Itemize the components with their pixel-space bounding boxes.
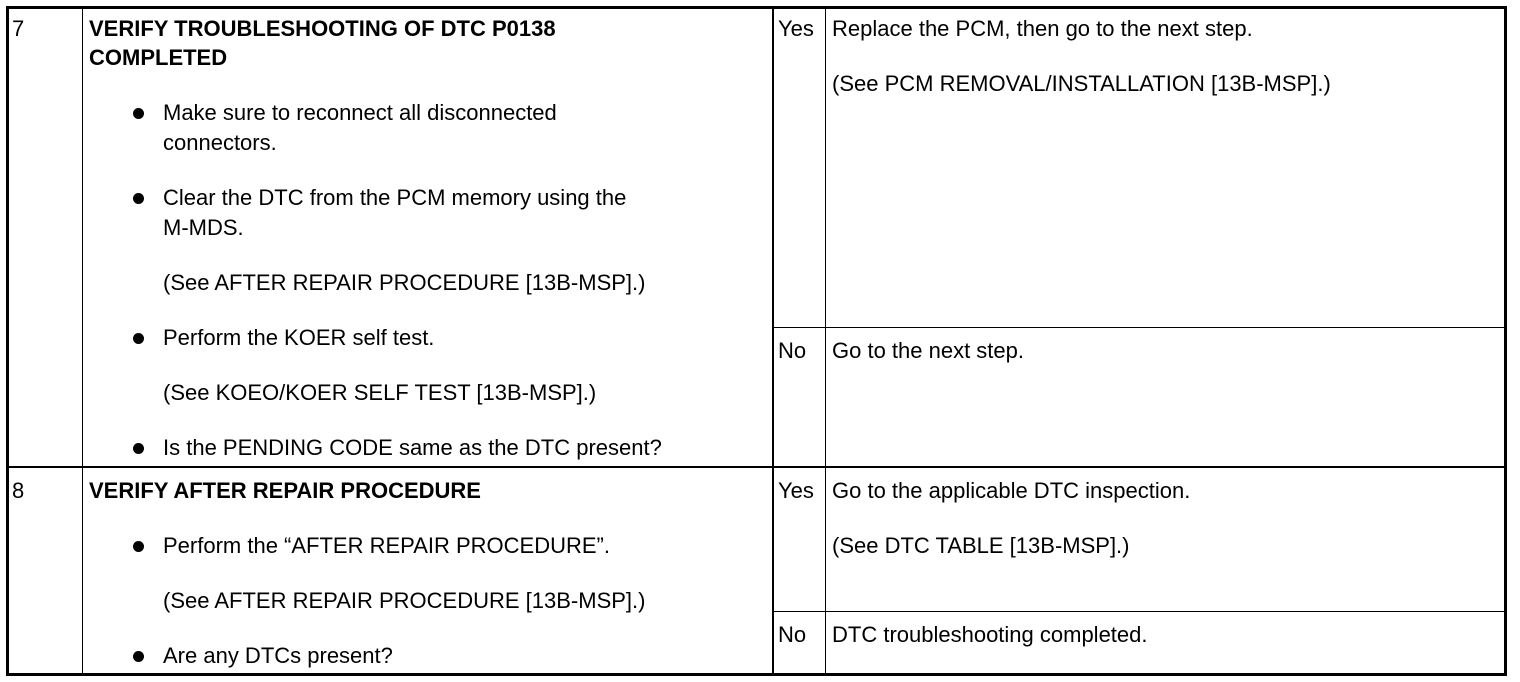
yes-label: Yes <box>778 478 814 503</box>
check-question: Is the PENDING CODE same as the DTC present? <box>163 435 662 460</box>
check-question: Are any DTCs present? <box>163 643 393 668</box>
no-label: No <box>778 622 807 647</box>
bullet-icon <box>133 193 144 204</box>
bullet-icon <box>133 108 144 119</box>
yes-no-divider <box>772 611 1507 612</box>
check-item: Clear the DTC from the PCM memory using the <box>163 185 627 210</box>
table-border-left <box>6 6 9 676</box>
no-action: Go to the next step. <box>832 338 1025 363</box>
yes-action: Go to the applicable DTC inspection. <box>832 478 1191 503</box>
table-border-bottom <box>6 673 1507 676</box>
step-number: 8 <box>12 478 25 503</box>
check-item: Perform the “AFTER REPAIR PROCEDURE”. <box>163 533 610 558</box>
yes-action: Replace the PCM, then go to the next step. <box>832 16 1253 41</box>
reference-note: (See DTC TABLE [13B-MSP].) <box>832 533 1130 558</box>
column-divider <box>82 6 83 676</box>
check-item: Perform the KOER self test. <box>163 325 435 350</box>
yes-label: Yes <box>778 16 814 41</box>
bullet-icon <box>133 541 144 552</box>
step-number: 7 <box>12 16 25 41</box>
no-label: No <box>778 338 807 363</box>
no-action: DTC troubleshooting completed. <box>832 622 1148 647</box>
step-title: VERIFY AFTER REPAIR PROCEDURE <box>89 478 481 503</box>
step-title: VERIFY TROUBLESHOOTING OF DTC P0138 <box>89 16 556 41</box>
column-divider <box>772 6 774 676</box>
check-item: connectors. <box>163 130 277 155</box>
table-border-top <box>6 6 1507 9</box>
yes-no-divider <box>772 327 1507 328</box>
step-title: COMPLETED <box>89 45 228 70</box>
row-divider <box>6 466 1507 468</box>
check-item: Make sure to reconnect all disconnected <box>163 100 557 125</box>
reference-note: (See AFTER REPAIR PROCEDURE [13B-MSP].) <box>163 270 646 295</box>
reference-note: (See AFTER REPAIR PROCEDURE [13B-MSP].) <box>163 588 646 613</box>
check-item: M-MDS. <box>163 215 244 240</box>
bullet-icon <box>133 443 144 454</box>
column-divider <box>825 6 826 676</box>
bullet-icon <box>133 333 144 344</box>
table-border-right <box>1504 6 1507 676</box>
bullet-icon <box>133 651 144 662</box>
reference-note: (See KOEO/KOER SELF TEST [13B-MSP].) <box>163 380 597 405</box>
reference-note: (See PCM REMOVAL/INSTALLATION [13B-MSP].) <box>832 71 1331 96</box>
